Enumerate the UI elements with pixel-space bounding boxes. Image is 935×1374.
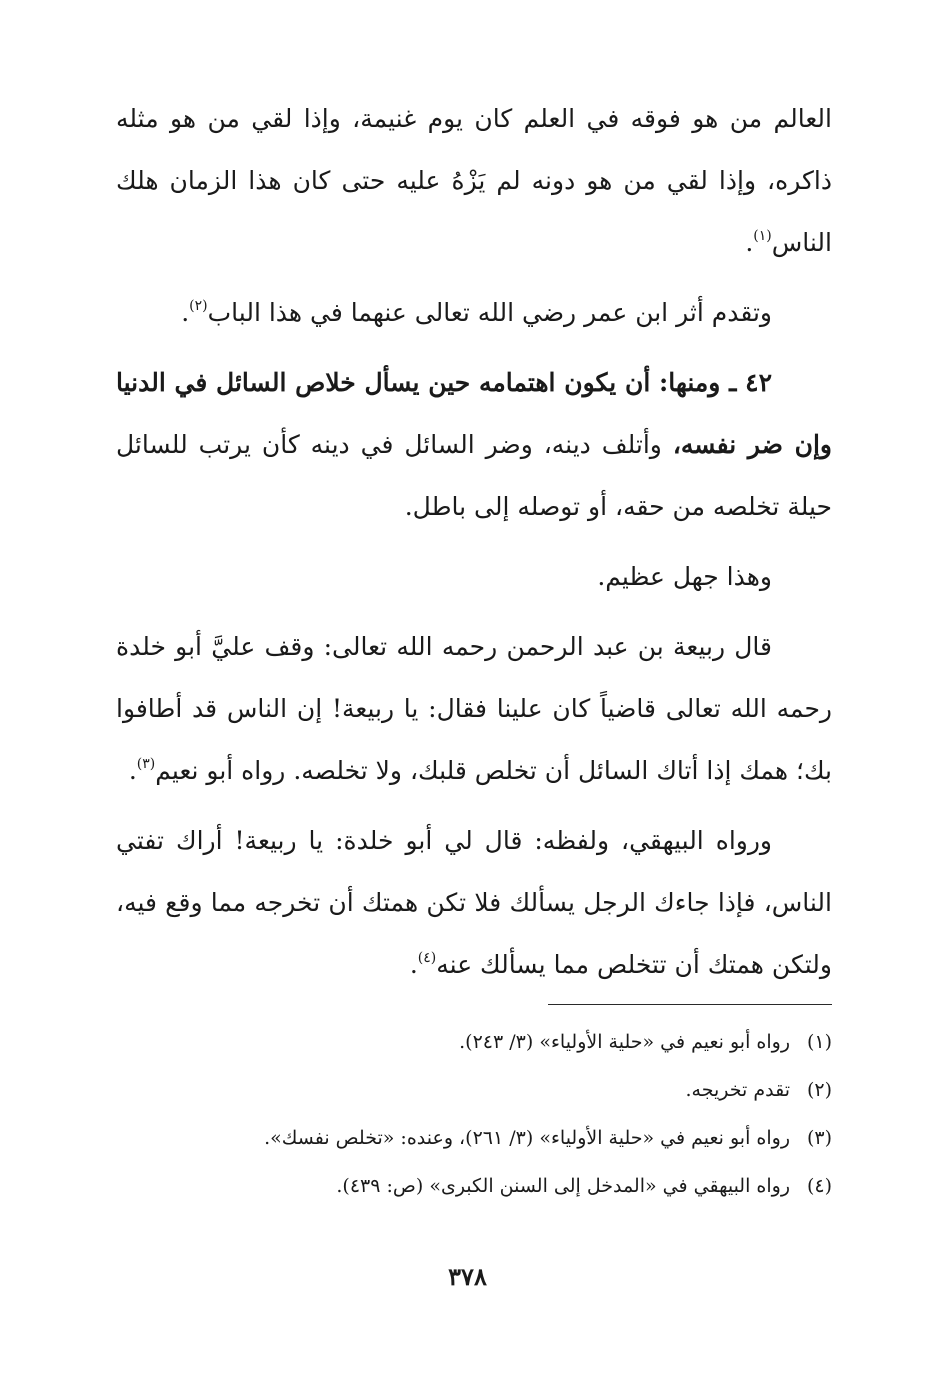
footnote-number: (٤) — [806, 1175, 832, 1197]
paragraph-5-text: قال ربيعة بن عبد الرحمن رحمه الله تعالى: وقف عليَّ أبو خلدة رحمه الله تعالى قاضياً كان علينا فقال: يا ربيعة! إن الناس قد أطافوا بك؛ همك إذا أتاك السائل أن تخلص قلبك، ولا تخلصه. رواه أبو نعيم — [116, 632, 832, 785]
page-number: ٣٧٨ — [448, 1262, 487, 1291]
footnote-text: رواه البيهقي في «المدخل إلى السنن الكبرى» (ص: ٤٣٩). — [336, 1175, 790, 1197]
paragraph-2-tail: . — [181, 298, 190, 327]
footnote-3 — [116, 1114, 832, 1162]
paragraph-6 — [116, 810, 832, 996]
footnote-text: رواه أبو نعيم في «حلية الأولياء» (٣/ ٢٤٣). — [459, 1031, 790, 1053]
footnote-number: (١) — [806, 1031, 832, 1053]
paragraph-2 — [116, 282, 832, 344]
paragraph-2-text: وتقدم أثر ابن عمر رضي الله تعالى عنهما في هذا الباب — [207, 298, 772, 327]
paragraph-5-tail: . — [128, 756, 137, 785]
paragraph-4-text: وهذا جهل عظيم. — [597, 562, 772, 591]
paragraph-1-tail: . — [745, 228, 754, 257]
paragraph-6-text: ورواه البيهقي، ولفظه: قال لي أبو خلدة: يا ربيعة! أراك تفتي الناس، فإذا جاءك الرجل يسألك فلا تكن همتك أن تخرجه مما وقع فيه، ولتكن همتك أن تتخلص مما يسألك عنه — [116, 826, 832, 979]
paragraph-3 — [116, 352, 832, 538]
footnote-ref-1[interactable]: (١) — [753, 228, 772, 244]
footnote-text: رواه أبو نعيم في «حلية الأولياء» (٣/ ٢٦١)، وعنده: «تخلص نفسك». — [264, 1127, 790, 1149]
footnote-divider — [548, 1004, 832, 1005]
main-text — [116, 88, 832, 1004]
paragraph-1 — [116, 88, 832, 274]
paragraph-5 — [116, 616, 832, 802]
paragraph-4 — [116, 546, 832, 608]
footnote-ref-2[interactable]: (٢) — [189, 298, 208, 314]
footnote-number: (٢) — [806, 1079, 832, 1101]
section-42-heading: ٤٢ ـ ومنها: أن يكون اهتمامه حين يسأل خلاص السائل في الدنيا وإن ضر نفسه، — [116, 368, 832, 459]
footnote-number: (٣) — [806, 1127, 832, 1149]
paragraph-3-text: وأتلف دينه، وضر السائل في دينه كأن يرتب للسائل حيلة تخلصه من حقه، أو توصله إلى باطل. — [116, 430, 832, 521]
paragraph-1-text: العالم من هو فوقه في العلم كان يوم غنيمة، وإذا لقي من هو مثله ذاكره، وإذا لقي من هو دونه لم يَزْهُ عليه حتى كان هذا الزمان هلك الناس — [116, 104, 832, 257]
footnote-1 — [116, 1018, 832, 1066]
footnote-ref-4[interactable]: (٤) — [417, 950, 437, 966]
footnote-2 — [116, 1066, 832, 1114]
footnote-text: تقدم تخريجه. — [685, 1079, 790, 1101]
footnote-ref-3[interactable]: (٣) — [136, 756, 156, 772]
footnotes — [116, 1018, 832, 1210]
paragraph-6-tail: . — [409, 950, 418, 979]
footnote-4 — [116, 1162, 832, 1210]
